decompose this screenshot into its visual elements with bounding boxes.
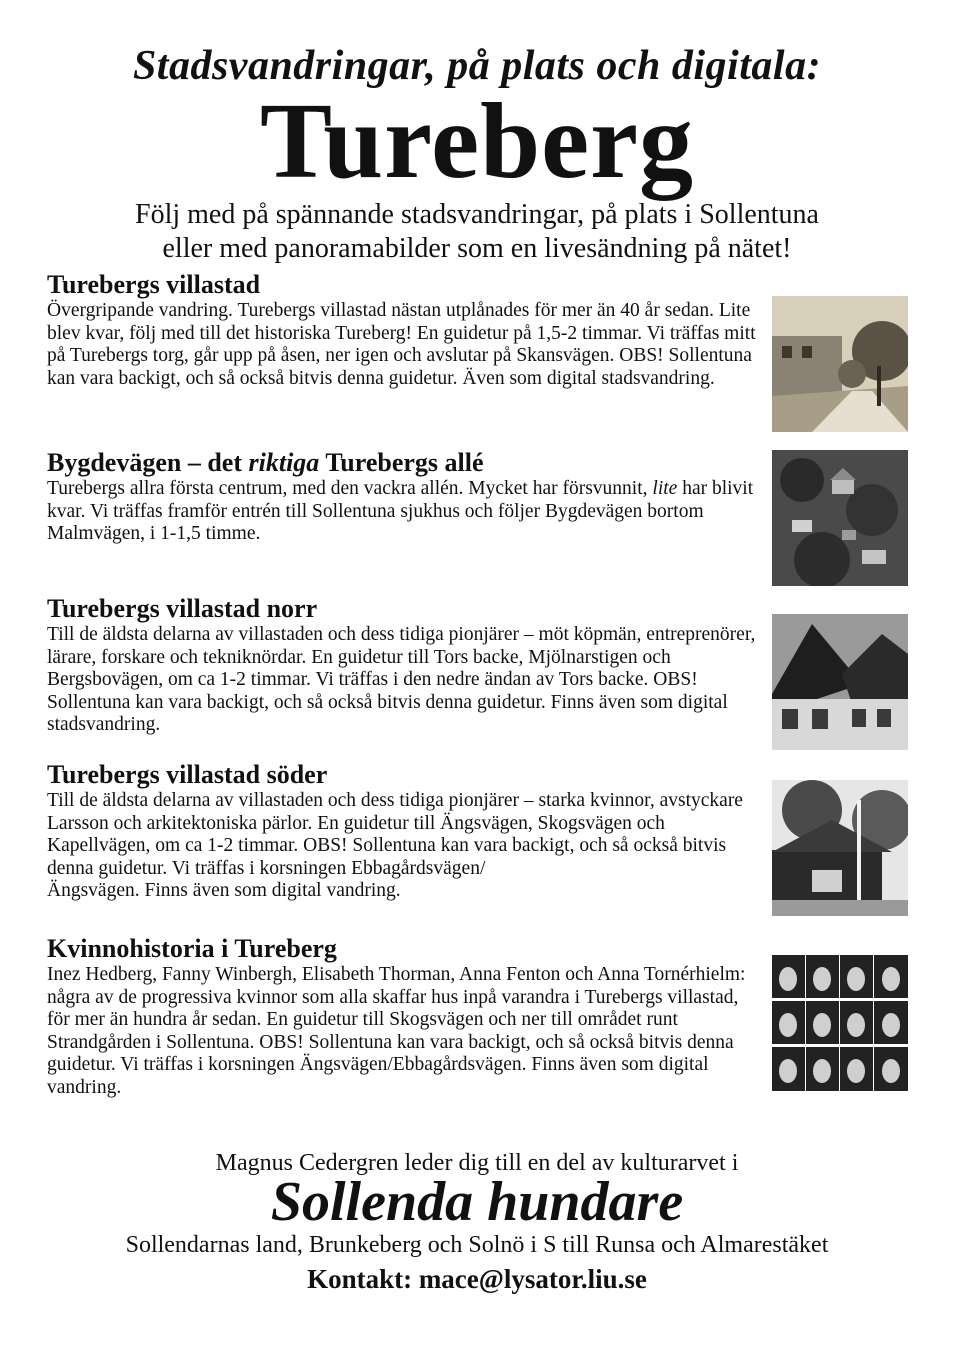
photo-wooden-house <box>772 614 908 750</box>
body-part: har blivit kvar. Vi träffas framför entrén till Sollentuna sjukhus och följer Bygdevägen bortom Malmvägen, i 1-1,5 timme. <box>47 478 754 544</box>
section-body <box>47 478 762 546</box>
section-villastad-soder <box>47 760 762 903</box>
photo-birch-house <box>772 780 908 916</box>
footer-subtitle: Sollendarnas land, Brunkeberg och Solnö i S till Runsa och Almarestäket <box>125 1232 829 1258</box>
intro-line-2: eller med panoramabilder som en livesändning på nätet! <box>162 233 792 264</box>
photo-portrait-grid <box>772 955 908 1091</box>
section-body: Övergripande vandring. Turebergs villastad nästan utplånades för mer än 40 år sedan. Lite blev kvar, följ med till det historiska Tureberg! En guidetur på 1,5-2 timmar. Vi träffas mitt på Turebergs torg, går upp på åsen, ner igen och avslutar på Skansvägen. OBS! Sollentuna kan vara backigt, och så också bitvis denna guidetur. Även som digital stadsvandring. <box>47 300 756 389</box>
photo-villastad-street <box>772 296 908 432</box>
heading-part: Bygdevägen – det <box>47 448 249 477</box>
section-heading: Turebergs villastad <box>47 270 261 299</box>
brand-name: Sollenda hundare <box>270 1171 684 1233</box>
section-kvinnohistoria <box>47 934 762 1099</box>
photo-aerial-village <box>772 450 908 586</box>
intro <box>0 198 954 266</box>
page-title: Tureberg <box>259 82 695 201</box>
section-heading: Turebergs villastad norr <box>47 594 318 623</box>
heading-part: Turebergs allé <box>319 448 484 477</box>
contact-email[interactable]: Kontakt: mace@lysator.liu.se <box>307 1264 647 1294</box>
footer-lead: Magnus Cedergren leder dig till en del av kulturarvet i <box>215 1150 739 1176</box>
body-emphasis: lite <box>652 478 678 499</box>
section-body <box>47 790 762 903</box>
section-body: Inez Hedberg, Fanny Winbergh, Elisabeth Thorman, Anna Fenton och Anna Tornérhielm: några av de progressiva kvinnor som alla skaffar hus inpå varandra i Turebergs villastad, för mer än hundra år sedan. En guidetur till Skogsvägen och ner till området runt Strandgården i Sollentuna. OBS! Sollentuna kan vara backigt, och så också bitvis denna guidetur. Vi träffas i korsningen Ängsvägen/Ebbagårdsvägen. Finns även som digital vandring. <box>47 964 746 1098</box>
section-villastad-norr <box>47 594 762 737</box>
heading-emphasis: riktiga <box>248 448 320 477</box>
section-heading <box>47 448 762 478</box>
subtitle: Stadsvandringar, på plats och digitala: <box>132 43 822 89</box>
section-heading: Turebergs villastad söder <box>47 760 328 789</box>
section-body: Till de äldsta delarna av villastaden och dess tidiga pionjärer – möt köpmän, entreprenörer, lärare, forskare och tekniknördar. En guidetur till Tors backe, Mjölnarstigen och Bergsbovägen, om ca 1-2 timmar. Vi träffas i den nedre ändan av Tors backe. OBS! Sollentuna kan vara backigt, och så också bitvis denna guidetur. Finns även som digital stadsvandring. <box>47 624 756 735</box>
section-heading: Kvinnohistoria i Tureberg <box>47 934 337 963</box>
body-part: Ängsvägen. Finns även som digital vandring. <box>47 880 401 901</box>
section-bygdevagen <box>47 448 762 546</box>
intro-line-1: Följ med på spännande stadsvandringar, på plats i Sollentuna <box>135 199 819 230</box>
body-part: Till de äldsta delarna av villastaden och dess tidiga pionjärer – starka kvinnor, avstyckare Larsson och arkitektoniska pärlor. En guidetur till Ängsvägen, Skogsvägen och Kapellvägen, om ca 1-2 timmar. OBS! Sollentuna kan vara backigt, och så också bitvis denna guidetur. Vi träffas i korsningen Ebbagårdsvägen/ <box>47 790 743 879</box>
body-part: Turebergs allra första centrum, med den vackra allén. Mycket har försvunnit, <box>47 478 653 499</box>
section-villastad <box>47 270 762 390</box>
